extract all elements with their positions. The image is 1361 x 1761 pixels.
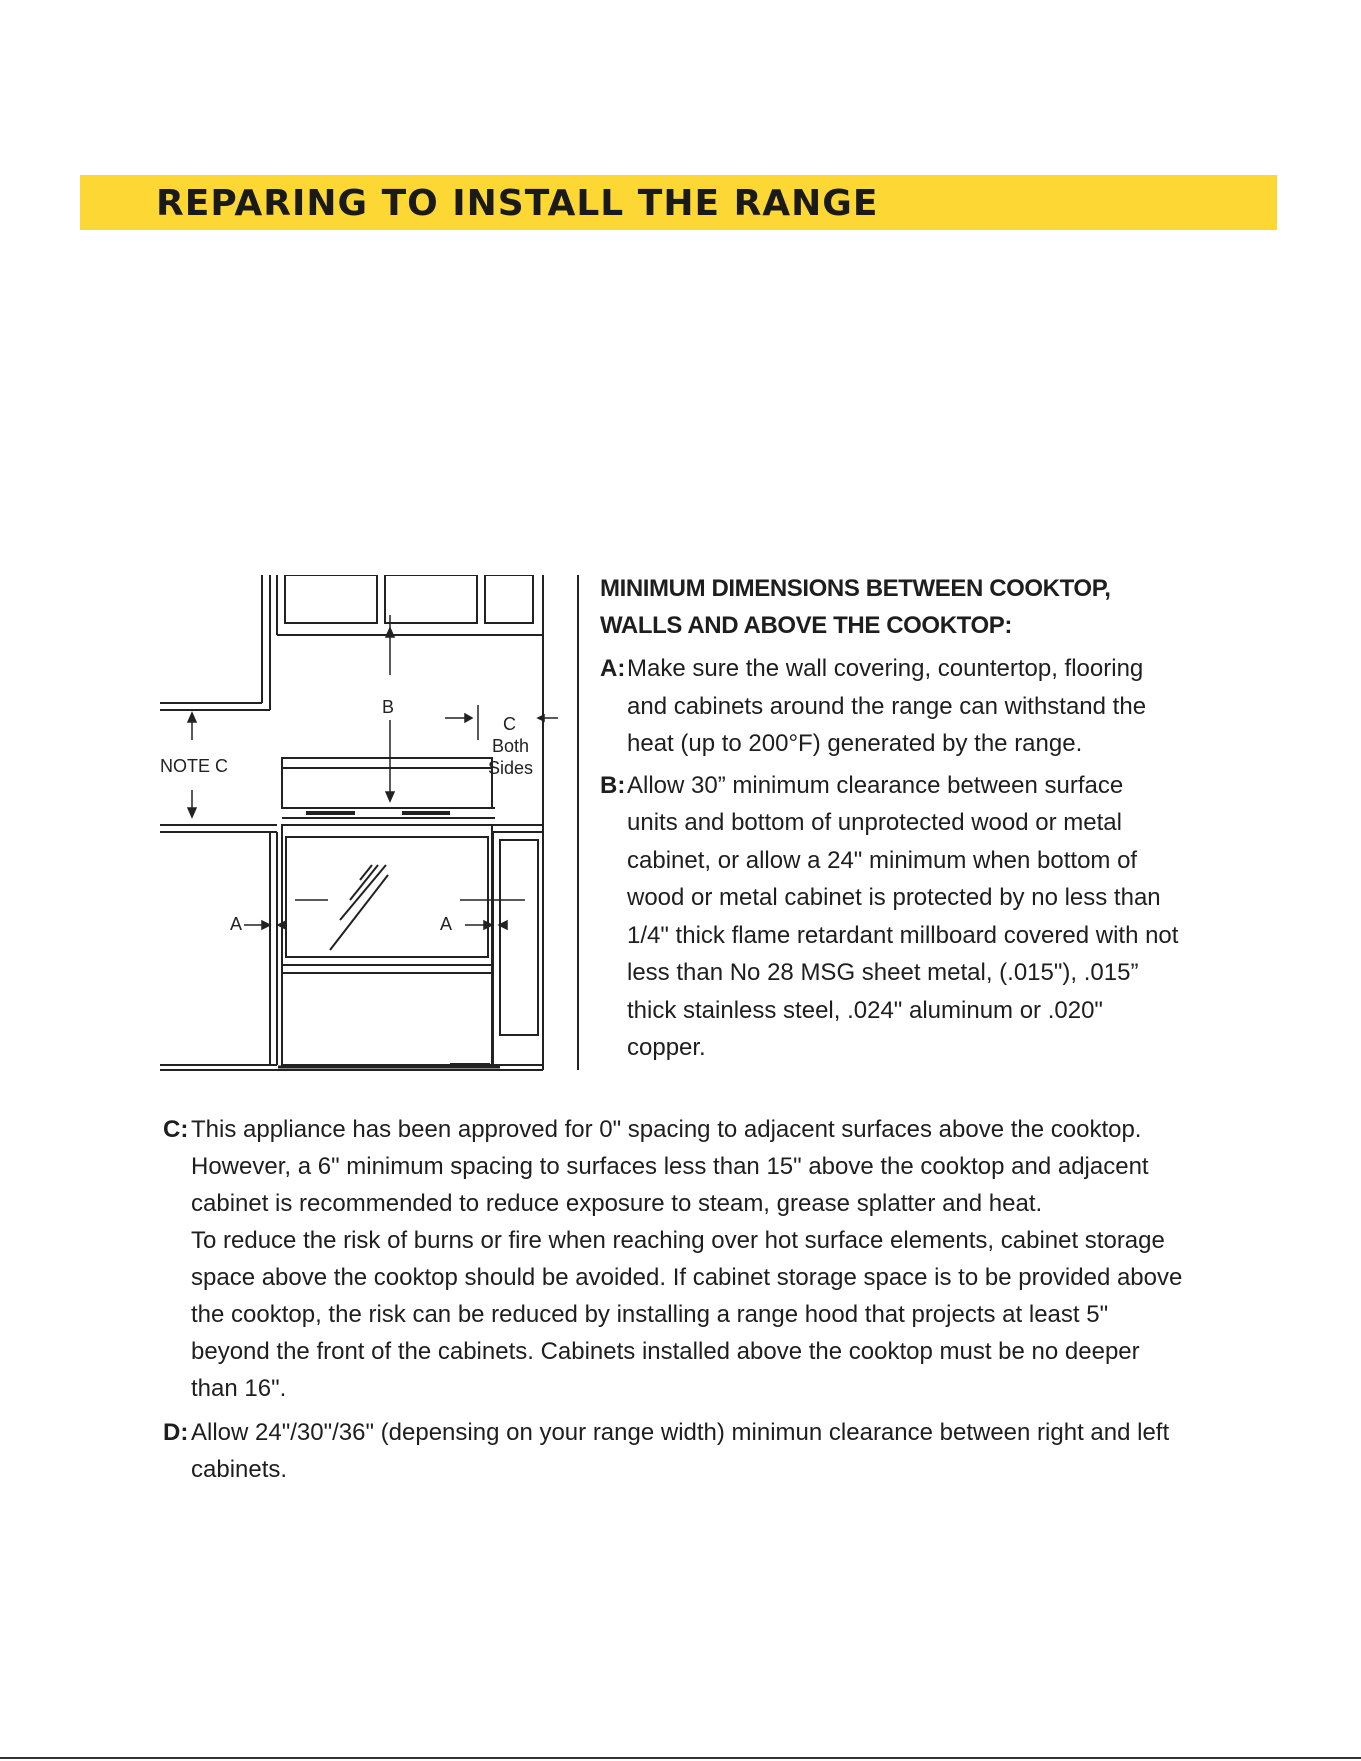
section-header-bar [80, 175, 1277, 230]
upper-cabinet-left [160, 575, 270, 710]
clearance-item-c [163, 1111, 1183, 1407]
item-text-c-paragraph-2: To reduce the risk of burns or fire when reaching over hot surface elements, cabinet storage space above the cooktop should be avoided. If cabinet storage space is to be provided above the cooktop, the risk can be reduced by installing a range hood that projects at least 5" beyond the front of the cabinets. Cabinets installed above the cooktop must be no deeper than 16". [191, 1227, 1183, 1402]
clearance-item-d [163, 1414, 1183, 1488]
countertop-right [493, 825, 543, 832]
footer-rule [0, 1757, 1361, 1759]
item-letter-c: C: [163, 1116, 189, 1143]
item-text-c-paragraph-1: This appliance has been approved for 0" spacing to adjacent surfaces above the cooktop. However, a 6" minimum spacing to surfaces less than 15" above the cooktop and adjacent cabinet is recommended to reduce exposure to steam, grease splatter and heat. [191, 1116, 1149, 1217]
clearance-item-a [600, 650, 1180, 763]
range-body [278, 825, 500, 1067]
minimum-dimensions-heading [600, 570, 1180, 644]
heading-line-1: MINIMUM DIMENSIONS BETWEEN COOKTOP, [600, 575, 1111, 602]
label-a-right: A [440, 914, 453, 934]
item-text-d: Allow 24"/30"/36" (depensing on your range width) minimun clearance between right and left cabinets. [191, 1419, 1170, 1483]
label-both: Both [492, 736, 530, 756]
dimension-c-arrows [445, 705, 558, 740]
clearance-item-b [600, 767, 1180, 1067]
upper-cabinet-frame [277, 575, 543, 1070]
label-c: C [503, 714, 516, 734]
lower-cabinet-left [160, 832, 277, 1065]
label-note-c: NOTE C [160, 756, 229, 776]
lower-cabinet-right [493, 832, 543, 1065]
countertop-left [160, 825, 277, 832]
item-text-b: Allow 30” minimum clearance between surface units and bottom of unprotected wood or metal cabinet, or allow a 24" minimum when bottom of wood or metal cabinet is protected by no less than 1/4" thick flame retardant millboard covered with not less than No 28 MSG sheet metal, (.015"), .015” thick stainless steel, .024" aluminum or .020" copper. [627, 771, 1179, 1061]
heading-line-2: WALLS AND ABOVE THE COOKTOP: [600, 612, 1012, 639]
installation-clearance-diagram [160, 575, 580, 1075]
label-a-left: A [230, 914, 243, 934]
range-cooktop [282, 808, 495, 818]
lower-notes-section [163, 1111, 1183, 1495]
minimum-dimensions-section [600, 570, 1180, 1071]
range-backguard [282, 758, 492, 808]
section-title: REPARING TO INSTALL THE RANGE [156, 183, 879, 224]
item-text-a: Make sure the wall covering, countertop, flooring and cabinets around the range can withstand the heat (up to 200°F) generated by the range. [627, 655, 1147, 757]
label-b: B [382, 697, 395, 717]
item-letter-b: B: [600, 771, 626, 799]
item-letter-d: D: [163, 1419, 189, 1446]
label-sides: Sides [488, 758, 534, 778]
item-letter-a: A: [600, 655, 626, 682]
